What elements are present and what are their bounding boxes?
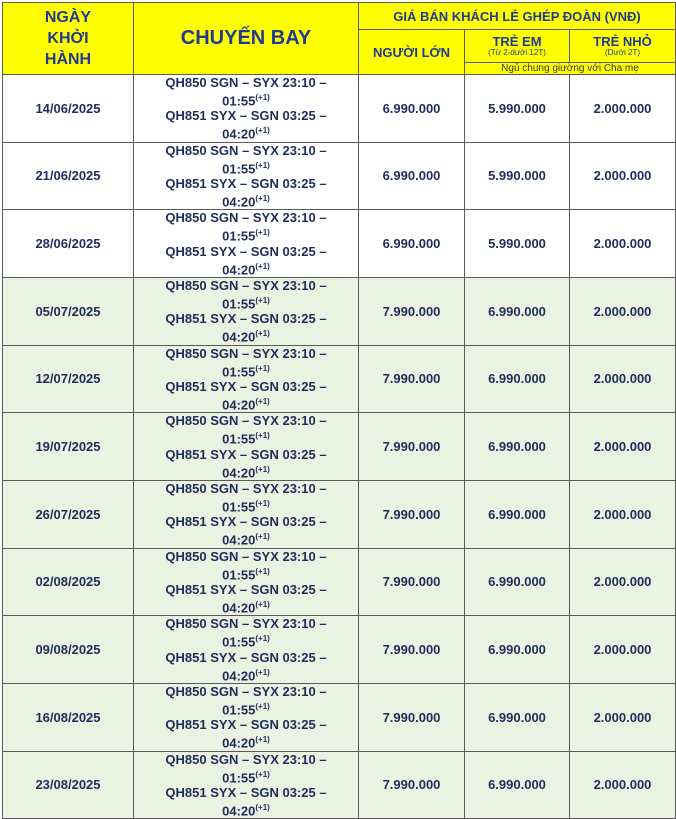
outbound-arrival-time: 01:55: [222, 566, 256, 582]
return-flight-line1: QH851 SYX – SGN 03:25 –: [165, 243, 327, 259]
outbound-flight-line1: QH850 SGN – SYX 23:10 –: [165, 413, 327, 429]
infant-price: 2.000.000: [570, 413, 676, 481]
table-row: [3, 210, 676, 278]
departure-date: 26/07/2025: [3, 480, 134, 548]
departure-date: 14/06/2025: [3, 75, 134, 143]
child-label: TRẺ EM: [492, 33, 542, 49]
outbound-arrival-time: 01:55: [222, 160, 256, 176]
return-flight-line1: QH851 SYX – SGN 03:25 –: [165, 446, 327, 462]
adult-price: 7.990.000: [359, 683, 465, 751]
next-day-mark: (+1): [255, 261, 270, 271]
next-day-mark: (+1): [255, 464, 270, 474]
flight-column-header: CHUYẾN BAY: [134, 3, 359, 75]
return-flight-line2: [134, 259, 358, 277]
return-flight-line2: [134, 597, 358, 615]
outbound-flight-line2: [134, 90, 358, 108]
outbound-flight-line1: QH850 SGN – SYX 23:10 –: [165, 683, 327, 699]
child-price: 5.990.000: [465, 75, 570, 143]
flight-info: [134, 277, 359, 345]
outbound-arrival-time: 01:55: [222, 634, 256, 650]
flight-info: [134, 345, 359, 413]
return-flight-line1: QH851 SYX – SGN 03:25 –: [165, 311, 327, 327]
departure-date: 12/07/2025: [3, 345, 134, 413]
return-flight-line2: [134, 191, 358, 209]
return-arrival-time: 04:20: [222, 532, 256, 548]
next-day-mark: (+1): [255, 634, 270, 644]
return-flight-line2: [134, 529, 358, 547]
next-day-mark: (+1): [255, 329, 270, 339]
adult-price: 6.990.000: [359, 75, 465, 143]
infant-price: 2.000.000: [570, 345, 676, 413]
next-day-mark: (+1): [255, 599, 270, 609]
return-arrival-time: 04:20: [222, 329, 256, 345]
outbound-arrival-time: 01:55: [222, 93, 256, 109]
flight-info: [134, 616, 359, 684]
outbound-flight-line1: QH850 SGN – SYX 23:10 –: [165, 751, 327, 767]
outbound-flight-line2: [134, 293, 358, 311]
outbound-arrival-time: 01:55: [222, 296, 256, 312]
flight-info: [134, 480, 359, 548]
next-day-mark: (+1): [255, 498, 270, 508]
next-day-mark: (+1): [255, 160, 270, 170]
outbound-flight-line1: QH850 SGN – SYX 23:10 –: [165, 616, 327, 632]
return-flight-line1: QH851 SYX – SGN 03:25 –: [165, 378, 327, 394]
next-day-mark: (+1): [255, 126, 270, 136]
next-day-mark: (+1): [255, 193, 270, 203]
next-day-mark: (+1): [255, 363, 270, 373]
return-flight-line2: [134, 732, 358, 750]
adult-price: 7.990.000: [359, 751, 465, 819]
departure-price-table: [2, 2, 676, 819]
return-arrival-time: 04:20: [222, 126, 256, 142]
share-bed-note: Ngủ chung giường với Cha mẹ: [465, 63, 676, 75]
return-arrival-time: 04:20: [222, 600, 256, 616]
date-column-header: [3, 3, 134, 75]
departure-date: 09/08/2025: [3, 616, 134, 684]
return-arrival-time: 04:20: [222, 667, 256, 683]
outbound-flight-line1: QH850 SGN – SYX 23:10 –: [165, 75, 327, 90]
table-row: [3, 548, 676, 616]
child-price: 6.990.000: [465, 751, 570, 819]
table-row: [3, 75, 676, 143]
adult-price: 6.990.000: [359, 142, 465, 210]
child-price: 6.990.000: [465, 345, 570, 413]
child-price-header: [465, 30, 570, 63]
price-group-header: GIÁ BÁN KHÁCH LẺ GHÉP ĐOÀN (VNĐ): [359, 3, 676, 30]
departure-date: 23/08/2025: [3, 751, 134, 819]
outbound-arrival-time: 01:55: [222, 431, 256, 447]
departure-date: 05/07/2025: [3, 277, 134, 345]
flight-info: [134, 142, 359, 210]
return-flight-line2: [134, 326, 358, 344]
flight-info: [134, 548, 359, 616]
next-day-mark: (+1): [255, 802, 270, 812]
outbound-flight-line2: [134, 631, 358, 649]
adult-price: 7.990.000: [359, 548, 465, 616]
table-row: [3, 683, 676, 751]
table-row: [3, 345, 676, 413]
adult-price: 7.990.000: [359, 616, 465, 684]
infant-price: 2.000.000: [570, 751, 676, 819]
child-price: 6.990.000: [465, 616, 570, 684]
infant-price: 2.000.000: [570, 683, 676, 751]
infant-price: 2.000.000: [570, 142, 676, 210]
flight-info: [134, 751, 359, 819]
table-row: [3, 277, 676, 345]
child-price: 5.990.000: [465, 142, 570, 210]
departure-rows: [3, 75, 676, 819]
outbound-flight-line2: [134, 225, 358, 243]
return-flight-line1: QH851 SYX – SGN 03:25 –: [165, 649, 327, 665]
adult-price: 7.990.000: [359, 277, 465, 345]
child-price: 6.990.000: [465, 683, 570, 751]
infant-price-header: [570, 30, 676, 63]
return-flight-line2: [134, 665, 358, 683]
infant-price: 2.000.000: [570, 616, 676, 684]
outbound-flight-line2: [134, 361, 358, 379]
outbound-flight-line1: QH850 SGN – SYX 23:10 –: [165, 277, 327, 293]
return-arrival-time: 04:20: [222, 194, 256, 210]
table-row: [3, 142, 676, 210]
date-column-title: NGÀY KHỞI HÀNH: [44, 9, 92, 68]
return-flight-line1: QH851 SYX – SGN 03:25 –: [165, 784, 327, 800]
flight-info: [134, 210, 359, 278]
child-price: 5.990.000: [465, 210, 570, 278]
outbound-flight-line1: QH850 SGN – SYX 23:10 –: [165, 210, 327, 226]
outbound-arrival-time: 01:55: [222, 499, 256, 515]
adult-price: 7.990.000: [359, 345, 465, 413]
next-day-mark: (+1): [255, 566, 270, 576]
adult-price-header: NGƯỜI LỚN: [359, 30, 465, 75]
infant-label: TRẺ NHỎ: [593, 33, 652, 49]
outbound-flight-line2: [134, 428, 358, 446]
return-flight-line1: QH851 SYX – SGN 03:25 –: [165, 581, 327, 597]
outbound-flight-line1: QH850 SGN – SYX 23:10 –: [165, 345, 327, 361]
departure-date: 28/06/2025: [3, 210, 134, 278]
child-price: 6.990.000: [465, 413, 570, 481]
departure-date: 21/06/2025: [3, 142, 134, 210]
next-day-mark: (+1): [255, 667, 270, 677]
return-arrival-time: 04:20: [222, 261, 256, 277]
next-day-mark: (+1): [255, 295, 270, 305]
departure-date: 19/07/2025: [3, 413, 134, 481]
outbound-flight-line1: QH850 SGN – SYX 23:10 –: [165, 142, 327, 158]
next-day-mark: (+1): [255, 396, 270, 406]
return-flight-line2: [134, 123, 358, 141]
outbound-flight-line1: QH850 SGN – SYX 23:10 –: [165, 548, 327, 564]
return-arrival-time: 04:20: [222, 803, 256, 819]
outbound-flight-line2: [134, 767, 358, 785]
flight-info: [134, 75, 359, 143]
departure-date: 02/08/2025: [3, 548, 134, 616]
next-day-mark: (+1): [255, 532, 270, 542]
adult-price: 6.990.000: [359, 210, 465, 278]
outbound-arrival-time: 01:55: [222, 769, 256, 785]
outbound-flight-line2: [134, 699, 358, 717]
child-price: 6.990.000: [465, 277, 570, 345]
flight-info: [134, 683, 359, 751]
table-row: [3, 480, 676, 548]
return-arrival-time: 04:20: [222, 464, 256, 480]
table-row: [3, 751, 676, 819]
return-flight-line2: [134, 800, 358, 818]
return-flight-line2: [134, 394, 358, 412]
adult-price: 7.990.000: [359, 413, 465, 481]
outbound-arrival-time: 01:55: [222, 363, 256, 379]
return-flight-line1: QH851 SYX – SGN 03:25 –: [165, 514, 327, 530]
child-age-note: (Từ 2-dưới 12T): [488, 47, 546, 57]
infant-price: 2.000.000: [570, 75, 676, 143]
next-day-mark: (+1): [255, 228, 270, 238]
outbound-flight-line1: QH850 SGN – SYX 23:10 –: [165, 480, 327, 496]
outbound-arrival-time: 01:55: [222, 702, 256, 718]
next-day-mark: (+1): [255, 93, 270, 102]
table-row: [3, 413, 676, 481]
next-day-mark: (+1): [255, 431, 270, 441]
return-flight-line1: QH851 SYX – SGN 03:25 –: [165, 108, 327, 124]
outbound-arrival-time: 01:55: [222, 228, 256, 244]
infant-price: 2.000.000: [570, 548, 676, 616]
return-arrival-time: 04:20: [222, 735, 256, 751]
next-day-mark: (+1): [255, 701, 270, 711]
outbound-flight-line2: [134, 564, 358, 582]
next-day-mark: (+1): [255, 769, 270, 779]
next-day-mark: (+1): [255, 735, 270, 745]
return-flight-line1: QH851 SYX – SGN 03:25 –: [165, 717, 327, 733]
adult-price: 7.990.000: [359, 480, 465, 548]
child-price: 6.990.000: [465, 480, 570, 548]
infant-price: 2.000.000: [570, 480, 676, 548]
outbound-flight-line2: [134, 158, 358, 176]
table-row: [3, 616, 676, 684]
return-arrival-time: 04:20: [222, 397, 256, 413]
return-flight-line2: [134, 462, 358, 480]
infant-price: 2.000.000: [570, 277, 676, 345]
outbound-flight-line2: [134, 496, 358, 514]
flight-info: [134, 413, 359, 481]
departure-date: 16/08/2025: [3, 683, 134, 751]
infant-age-note: (Dưới 2T): [604, 47, 641, 57]
child-price: 6.990.000: [465, 548, 570, 616]
infant-price: 2.000.000: [570, 210, 676, 278]
return-flight-line1: QH851 SYX – SGN 03:25 –: [165, 175, 327, 191]
